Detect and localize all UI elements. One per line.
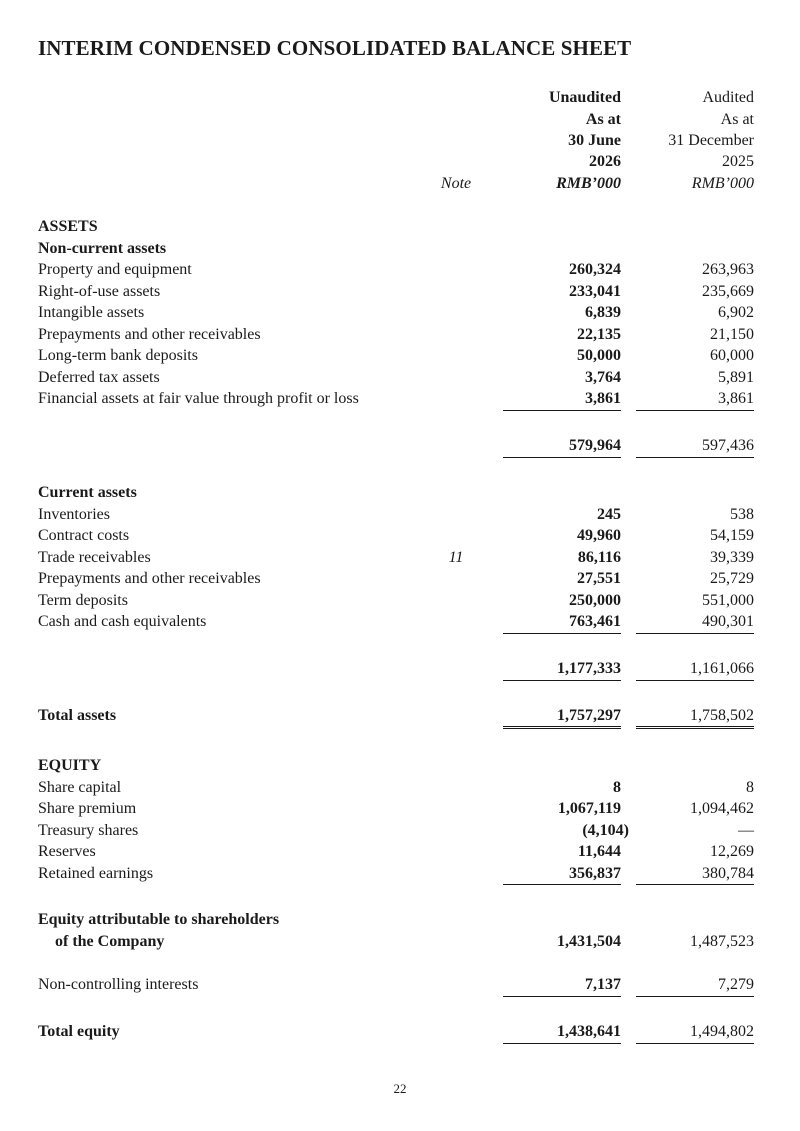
row-label: Inventories — [38, 506, 110, 523]
row-label: Treasury shares — [38, 822, 139, 839]
non-current-total-2026: 579,964 — [569, 437, 621, 454]
row-value-2025: 5,891 — [718, 369, 754, 386]
row-value-2026: 11,644 — [577, 843, 621, 860]
equity-attributable-2025: 1,487,523 — [690, 933, 754, 950]
subtotal-rule — [636, 410, 754, 411]
total-rule — [636, 680, 754, 681]
row-label: Contract costs — [38, 527, 130, 544]
section-assets: ASSETS — [38, 218, 98, 235]
row-value-2026: 22,135 — [577, 326, 621, 343]
row-value-2025: 60,000 — [710, 347, 754, 364]
row-label: Prepayments and other receivables — [38, 570, 261, 587]
row-label: Long-term bank deposits — [38, 347, 198, 364]
col1-header-line: RMB’000 — [556, 175, 621, 192]
col2-header-line: Audited — [702, 89, 754, 106]
row-label: Share capital — [38, 779, 122, 796]
total-rule — [503, 457, 621, 458]
row-label: Term deposits — [38, 592, 128, 609]
total-assets-label: Total assets — [38, 707, 117, 724]
row-value-2026: 3,764 — [585, 369, 621, 386]
nci-2025: 7,279 — [718, 976, 754, 993]
nci-label: Non-controlling interests — [38, 976, 199, 993]
row-value-2026: 3,861 — [585, 390, 621, 407]
equity-attributable-2026: 1,431,504 — [557, 933, 621, 950]
row-value-2026: 233,041 — [569, 283, 621, 300]
row-value-2026: 86,116 — [577, 549, 621, 566]
row-value-2026: 49,960 — [577, 527, 621, 544]
row-value-2025: 235,669 — [702, 283, 754, 300]
col1-header-line: As at — [585, 111, 621, 128]
row-value-2026: 250,000 — [569, 592, 621, 609]
row-label: Intangible assets — [38, 304, 145, 321]
total-assets-2025: 1,758,502 — [690, 707, 754, 724]
col1-header-line: 2026 — [589, 153, 621, 170]
row-label: Right-of-use assets — [38, 283, 161, 300]
current-total-2026: 1,177,333 — [557, 660, 621, 677]
col2-header-line: 2025 — [722, 153, 754, 170]
total-rule — [503, 680, 621, 681]
row-label: Deferred tax assets — [38, 369, 160, 386]
section-current-assets: Current assets — [38, 484, 137, 501]
subtotal-rule — [503, 996, 621, 997]
row-value-2025: 380,784 — [702, 865, 754, 882]
col2-header-line: RMB’000 — [691, 175, 754, 192]
row-value-2026: 50,000 — [577, 347, 621, 364]
row-label: Share premium — [38, 800, 137, 817]
row-value-2026: 1,067,119 — [557, 800, 621, 817]
row-value-2026: 245 — [597, 506, 621, 523]
row-label: Financial assets at fair value through profit or loss — [38, 390, 359, 407]
row-value-2025: 3,861 — [718, 390, 754, 407]
col1-header-line: Unaudited — [548, 89, 621, 106]
subtotal-rule — [636, 633, 754, 634]
row-value-2025: 8 — [746, 779, 754, 796]
row-value-2025: 25,729 — [710, 570, 754, 587]
row-value-2025: 21,150 — [710, 326, 754, 343]
row-value-2025: 12,269 — [710, 843, 754, 860]
row-label: Cash and cash equivalents — [38, 613, 207, 630]
section-equity: EQUITY — [38, 757, 102, 774]
row-value-2025: 263,963 — [702, 261, 754, 278]
subtotal-rule — [503, 410, 621, 411]
subtotal-rule — [503, 633, 621, 634]
row-value-2026: (4,104) — [582, 822, 629, 839]
double-rule — [636, 726, 754, 729]
row-value-2025: 538 — [730, 506, 754, 523]
total-rule — [636, 457, 754, 458]
equity-attributable-label: Equity attributable to shareholders — [38, 911, 280, 928]
note-header: Note — [440, 175, 472, 192]
row-value-2026: 8 — [613, 779, 621, 796]
double-rule — [503, 726, 621, 729]
row-label: Prepayments and other receivables — [38, 326, 261, 343]
row-value-2026: 27,551 — [577, 570, 621, 587]
total-equity-label: Total equity — [38, 1023, 120, 1040]
subtotal-rule — [503, 884, 621, 885]
row-value-2026: 6,839 — [585, 304, 621, 321]
row-value-2025: 1,094,462 — [690, 800, 754, 817]
subtotal-rule — [636, 996, 754, 997]
total-equity-2026: 1,438,641 — [557, 1023, 621, 1040]
total-equity-2025: 1,494,802 — [690, 1023, 754, 1040]
col2-header-line: As at — [720, 111, 754, 128]
page-title: INTERIM CONDENSED CONSOLIDATED BALANCE SHEET — [38, 36, 632, 60]
row-value-2025: 490,301 — [702, 613, 754, 630]
row-label: Property and equipment — [38, 261, 192, 278]
equity-attributable-label-cont: of the Company — [55, 933, 165, 950]
row-label: Trade receivables — [38, 549, 151, 566]
row-value-2025: 6,902 — [718, 304, 754, 321]
row-value-2025: 54,159 — [710, 527, 754, 544]
row-value-2026: 356,837 — [569, 865, 621, 882]
row-value-2025: — — [738, 822, 754, 839]
nci-2026: 7,137 — [585, 976, 621, 993]
row-value-2026: 260,324 — [569, 261, 621, 278]
page-number: 22 — [393, 1081, 407, 1096]
total-rule — [636, 1043, 754, 1044]
non-current-total-2025: 597,436 — [702, 437, 754, 454]
row-value-2026: 763,461 — [569, 613, 621, 630]
current-total-2025: 1,161,066 — [690, 660, 754, 677]
total-rule — [503, 1043, 621, 1044]
row-label: Retained earnings — [38, 865, 154, 882]
row-value-2025: 39,339 — [710, 549, 754, 566]
row-note: 11 — [448, 549, 464, 566]
subtotal-rule — [636, 884, 754, 885]
section-non-current-assets: Non-current assets — [38, 240, 167, 257]
row-label: Reserves — [38, 843, 96, 860]
col1-header-line: 30 June — [568, 132, 621, 149]
row-value-2025: 551,000 — [702, 592, 754, 609]
col2-header-line: 31 December — [668, 132, 754, 149]
total-assets-2026: 1,757,297 — [557, 707, 621, 724]
